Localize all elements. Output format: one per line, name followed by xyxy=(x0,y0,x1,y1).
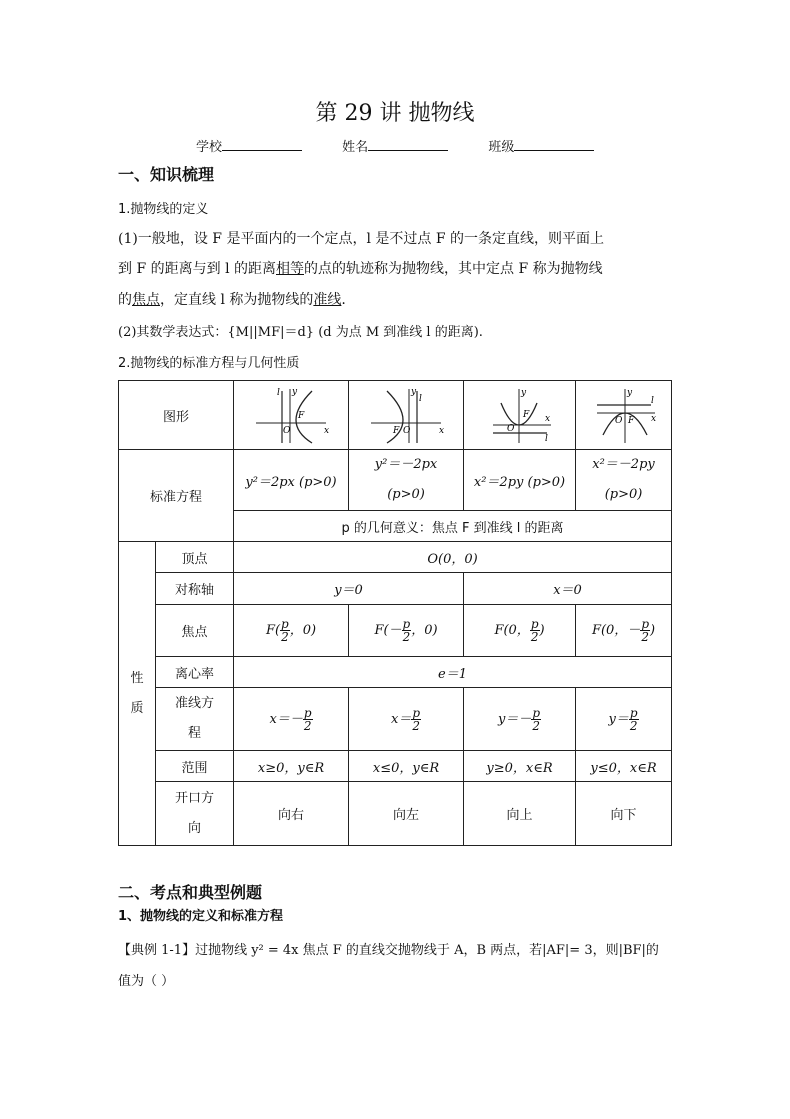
directrix-left: x＝ $\frac{p}{2}$ xyxy=(349,688,464,751)
figure-label-x: x xyxy=(650,414,656,424)
figure-label-y: y xyxy=(411,387,417,397)
section1-heading: 一、知识梳理 xyxy=(118,165,215,184)
vertex-value: O(0，0) xyxy=(234,542,672,573)
math-expression-line: (2)其数学表达式：{M||MF|＝d} (d 为点 M 到准线 l 的距离). xyxy=(118,325,483,340)
figure-label-F: F xyxy=(393,426,400,436)
definition-line-2: 到 F 的距离与到 l 的距离相等的点的轨迹称为抛物线，其中定点 F 称为抛物线 xyxy=(118,261,603,277)
figure-label-l: l xyxy=(650,396,654,406)
properties-group-label: 性 质 xyxy=(119,542,156,846)
vertex-label: 顶点 xyxy=(156,542,234,573)
figure-label-l: l xyxy=(544,434,548,444)
directrix-up: y＝－ $\frac{p}{2}$ xyxy=(464,688,576,751)
equation-row-label: 标准方程 xyxy=(119,450,234,542)
figure-label-O: O xyxy=(403,426,411,436)
parabola-left-figure xyxy=(361,385,451,445)
range-up: y≥0，x∈R xyxy=(464,751,576,782)
range-down: y≤0，x∈R xyxy=(576,751,672,782)
range-right: x≥0，y∈R xyxy=(234,751,349,782)
eccentricity-label: 离心率 xyxy=(156,657,234,688)
school-label: 学校 xyxy=(196,140,223,155)
table-row-focus xyxy=(119,605,672,657)
figure-row-label: 图形 xyxy=(119,381,234,450)
underlined-term-equal: 相等 xyxy=(276,261,304,277)
parabola-right-figure xyxy=(246,385,336,445)
range-left: x≤0，y∈R xyxy=(349,751,464,782)
figure-label-y: y xyxy=(292,387,298,397)
table-subheading: 2.抛物线的标准方程与几何性质 xyxy=(118,356,300,371)
class-label: 班级 xyxy=(488,140,515,155)
table-row-directrix xyxy=(119,688,672,751)
table-row-eccentricity xyxy=(119,657,672,688)
section2-heading: 二、考点和典型例题 xyxy=(118,883,263,902)
figure-cell-up xyxy=(464,381,576,450)
table-row-opening xyxy=(119,782,672,846)
definition-subheading: 1.抛物线的定义 xyxy=(118,202,209,217)
figure-label-F: F xyxy=(298,411,305,421)
opening-label: 开口方 向 xyxy=(156,782,234,846)
table-row-figure xyxy=(119,381,672,450)
p-meaning-text: p 的几何意义：焦点 F 到准线 l 的距离 xyxy=(234,511,672,542)
opening-right: 向右 xyxy=(234,782,349,846)
equation-left: y²＝－2px (p>0) xyxy=(349,450,464,511)
directrix-down: y＝ $\frac{p}{2}$ xyxy=(576,688,672,751)
figure-label-x: x xyxy=(439,426,445,436)
equation-down: x²＝－2py (p>0) xyxy=(576,450,672,511)
opening-up: 向上 xyxy=(464,782,576,846)
section2-subheading: 1、抛物线的定义和标准方程 xyxy=(118,909,284,924)
directrix-label: 准线方 程 xyxy=(156,688,234,751)
figure-label-x: x xyxy=(544,414,550,424)
equation-right: y²＝2px (p>0) xyxy=(234,450,349,511)
figure-label-y: y xyxy=(626,388,632,398)
axis-label: 对称轴 xyxy=(156,573,234,605)
figure-label-x: x xyxy=(324,426,330,436)
figure-cell-right xyxy=(234,381,349,450)
eccentricity-value: e＝1 xyxy=(234,657,672,688)
table-row-axis xyxy=(119,573,672,605)
focus-label: 焦点 xyxy=(156,605,234,657)
range-label: 范围 xyxy=(156,751,234,782)
figure-label-l: l xyxy=(419,394,422,404)
example-line-2: 值为（ ） xyxy=(118,974,175,989)
name-label: 姓名 xyxy=(342,140,369,155)
parabola-properties-table xyxy=(118,380,672,846)
focus-left: F(－ $\frac{p}{2}$ ，0) xyxy=(349,605,464,657)
name-blank[interactable] xyxy=(368,139,448,151)
focus-right: F( $\frac{p}{2}$ ，0) xyxy=(234,605,349,657)
figure-label-O: O xyxy=(506,424,514,434)
figure-label-O: O xyxy=(614,416,622,426)
equation-up: x²＝2py (p>0) xyxy=(464,450,576,511)
axis-value-x: x＝0 xyxy=(464,573,672,605)
parabola-up-figure xyxy=(475,385,565,445)
opening-left: 向左 xyxy=(349,782,464,846)
figure-label-F: F xyxy=(522,410,529,420)
figure-label-F: F xyxy=(627,416,634,426)
directrix-right: x＝－ $\frac{p}{2}$ xyxy=(234,688,349,751)
table-row-range xyxy=(119,751,672,782)
example-line-1: 【典例 1-1】过抛物线 y² = 4x 焦点 F 的直线交抛物线于 A，B 两点，若|AF|= 3，则|BF|的 xyxy=(118,943,659,958)
table-row-equation xyxy=(119,450,672,511)
figure-label-l: l xyxy=(277,388,280,398)
focus-up: F(0， $\frac{p}{2}$ ) xyxy=(464,605,576,657)
definition-line-3: 的焦点，定直线 l 称为抛物线的准线. xyxy=(118,292,346,308)
underlined-term-focus: 焦点 xyxy=(132,292,160,308)
table-row-vertex xyxy=(119,542,672,573)
school-blank[interactable] xyxy=(222,139,302,151)
figure-label-O: O xyxy=(283,426,291,436)
student-info-fields xyxy=(196,136,630,155)
definition-line-1: (1)一般地，设 F 是平面内的一个定点，l 是不过点 F 的一条定直线，则平面上 xyxy=(118,231,604,247)
parabola-down-figure xyxy=(579,385,669,445)
underlined-term-directrix: 准线 xyxy=(313,292,342,308)
figure-cell-left xyxy=(349,381,464,450)
axis-value-y: y＝0 xyxy=(234,573,464,605)
figure-cell-down xyxy=(576,381,672,450)
class-blank[interactable] xyxy=(514,139,594,151)
opening-down: 向下 xyxy=(576,782,672,846)
focus-down: F(0，－ $\frac{p}{2}$ ) xyxy=(576,605,672,657)
page-title: 第 29 讲 抛物线 xyxy=(315,101,475,126)
figure-label-y: y xyxy=(520,388,526,398)
